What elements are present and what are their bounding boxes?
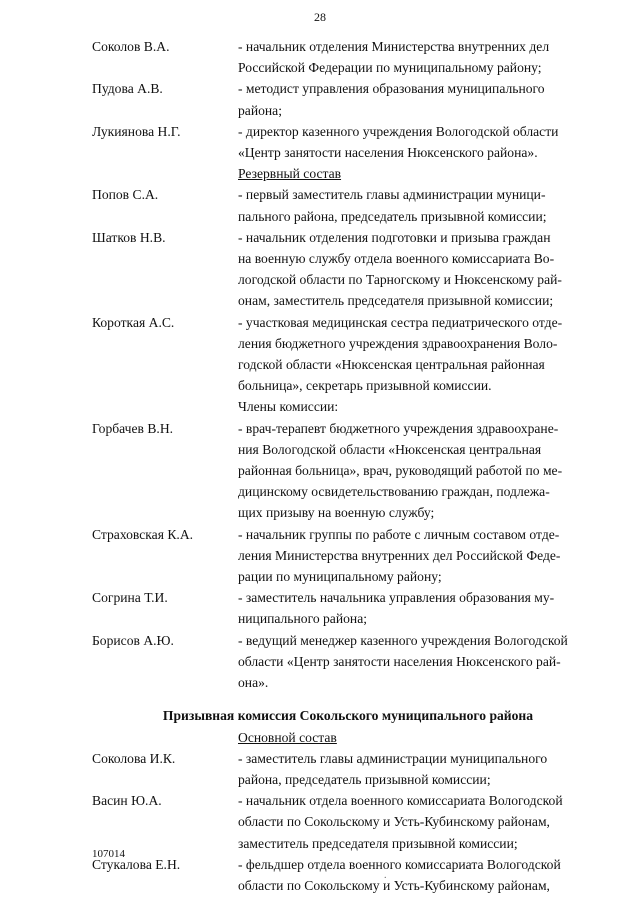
member-row-line [92,375,604,396]
member-row-line [92,566,604,587]
member-description-line: района; [238,102,282,118]
member-description-line: - первый заместитель главы администрации муници- [238,187,546,203]
member-row-line [92,502,604,523]
block-2 [92,184,604,396]
member-name-empty [92,142,238,163]
member-name: Васин Ю.А. [92,793,162,809]
member-description-line: - методист управления образования муниципального [238,81,545,97]
member-name-empty [92,206,238,227]
member-row-line [92,748,604,769]
member-description-line: ния Вологодской области «Нюксенская центральная [238,441,542,457]
member-row-line [92,460,604,481]
member-name: Борисов А.Ю. [92,632,174,648]
member-row-line [92,418,604,439]
member-description-line: она». [238,675,269,691]
member-name-empty [92,333,238,354]
member-row-line [92,481,604,502]
member-row-line [92,545,604,566]
member-name-empty [92,651,238,672]
member-name: Короткая А.С. [92,314,175,330]
block-4 [92,748,604,896]
reserve-heading: Резервный состав [238,166,342,182]
page-number: 28 [314,10,326,24]
section-heading: Призывная комиссия Сокольского муниципального района [162,708,534,724]
member-description-line: ления Министерства внутренних дел Российской Феде- [238,547,561,563]
footer-code: 107014 [92,848,125,860]
member-row-line [92,587,604,608]
member-description-line: Российской Федерации по муниципальному району; [238,60,542,76]
member-name-empty [92,439,238,460]
member-name-empty [92,566,238,587]
member-description-line: годской области «Нюксенская центральная районная [238,357,545,373]
member-description-line: ниципального района; [238,611,368,627]
member-description-line: на военную службу отдела военного комиссариата Во- [238,251,555,267]
member-name: Шатков Н.В. [92,229,166,245]
member-row-line [92,142,604,163]
member-name: Попов С.А. [92,187,159,203]
member-description-line: - врач-терапевт бюджетного учреждения здравоохране- [238,420,559,436]
member-row-line [92,57,604,78]
member-row-line [92,630,604,651]
member-row-line [92,312,604,333]
member-row-line [92,184,604,205]
member-description-line: онам, заместитель председателя призывной комиссии; [238,293,554,309]
member-name-empty [92,769,238,790]
member-description-line: - фельдшер отдела военного комиссариата Вологодской [238,856,561,872]
member-name-empty [92,875,238,896]
member-name: Горбачев В.Н. [92,420,174,436]
member-row-line [92,248,604,269]
member-name: Страховская К.А. [92,526,194,542]
member-name: Соколова И.К. [92,750,176,766]
block-3 [92,418,604,694]
member-name: Согрина Т.И. [92,590,168,606]
member-name-empty [92,100,238,121]
member-description-line: - заместитель главы администрации муниципального [238,750,548,766]
member-description-line: ления бюджетного учреждения здравоохранения Воло- [238,335,558,351]
member-name: Соколов В.А. [92,39,170,54]
member-row-line [92,100,604,121]
member-name: Лукиянова Н.Г. [92,123,181,139]
member-description-line: - участковая медицинская сестра педиатрического отде- [238,314,563,330]
member-name-empty [92,290,238,311]
member-row-line [92,206,604,227]
member-row-line [92,290,604,311]
member-description-line: области по Сокольскому и Усть-Кубинскому районам, [238,877,550,893]
member-name: Стукалова Е.Н. [92,856,181,872]
member-description-line: - ведущий менеджер казенного учреждения Вологодской [238,632,568,648]
member-row-line [92,439,604,460]
member-name-empty [92,248,238,269]
member-description-line: - директор казенного учреждения Вологодской области [238,123,559,139]
member-row-line [92,833,604,854]
member-description-line: пального района, председатель призывной комиссии; [238,208,547,224]
member-description-line: - начальник группы по работе с личным составом отде- [238,526,560,542]
main-heading: Основной состав [238,729,337,745]
member-name-empty [92,811,238,832]
block-1 [92,36,604,163]
member-description-line: «Центр занятости населения Нюксенского района». [238,145,538,161]
member-row-line [92,354,604,375]
member-row-line [92,875,604,896]
member-row-line [92,78,604,99]
member-row-line [92,121,604,142]
member-row-line [92,227,604,248]
member-description-line: дицинскому освидетельствованию граждан, подлежа- [238,484,550,500]
member-name-empty [92,354,238,375]
member-row-line [92,672,604,693]
member-name-empty [92,502,238,523]
member-description-line: логодской области по Тарногскому и Нюксенскому рай- [238,272,562,288]
member-name-empty [92,375,238,396]
member-name-empty [92,481,238,502]
member-name: Пудова А.В. [92,81,163,97]
member-name-empty [92,608,238,629]
member-description-line: - начальник отдела военного комиссариата Вологодской [238,793,563,809]
member-row-line [92,36,604,57]
member-row-line [92,790,604,811]
member-description-line: - начальник отделения подготовки и призыва граждан [238,229,551,245]
document-body [92,36,604,896]
member-description-line: района, председатель призывной комиссии; [238,771,491,787]
member-description-line: области по Сокольскому и Усть-Кубинскому районам, [238,814,550,830]
member-name-empty [92,460,238,481]
member-row-line [92,854,604,875]
footer-mark: . [384,870,387,881]
member-name-empty [92,57,238,78]
member-name-empty [92,545,238,566]
member-description-line: щих призыву на военную службу; [238,505,435,521]
member-description-line: заместитель председателя призывной комиссии; [238,835,518,851]
member-row-line [92,269,604,290]
member-row-line [92,769,604,790]
member-row-line [92,524,604,545]
member-description-line: - заместитель начальника управления образования му- [238,590,555,606]
member-row-line [92,333,604,354]
member-name-empty [92,269,238,290]
member-row-line [92,811,604,832]
member-description-line: больница», секретарь призывной комиссии. [238,378,492,394]
member-row-line [92,608,604,629]
members-heading: Члены комиссии: [238,399,339,415]
member-description-line: - начальник отделения Министерства внутренних дел [238,39,550,54]
member-name-empty [92,672,238,693]
member-description-line: рации по муниципальному району; [238,569,442,585]
member-description-line: области «Центр занятости населения Нюксенского рай- [238,653,561,669]
member-description-line: районная больница», врач, руководящий работой по ме- [238,463,563,479]
member-row-line [92,651,604,672]
